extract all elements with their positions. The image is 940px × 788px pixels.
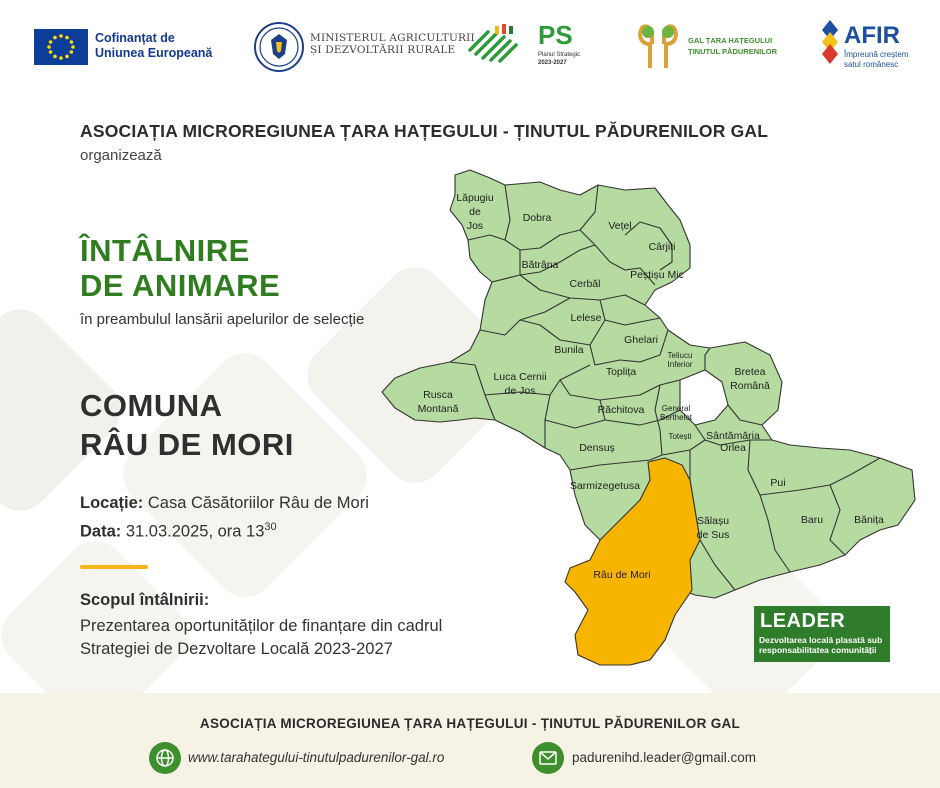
date-label: Data:	[80, 522, 122, 541]
ministry-logo-text: MINISTERUL AGRICULTURII ȘI DEZVOLTĂRII RURALE	[310, 32, 475, 56]
scope-line1: Prezentarea oportunităților de finanțare din cadrul	[80, 617, 443, 635]
map-label-teliucu-inferior: Inferior	[667, 360, 693, 369]
map-label-general: General	[661, 404, 691, 413]
afir-logo-sub2: satul românesc	[844, 60, 899, 69]
location-value: Casa Căsătoriilor Râu de Mori	[147, 494, 369, 512]
map-label-santamaria-orlea: Orlea	[720, 442, 746, 454]
map-label-densus: Densuș	[579, 442, 615, 454]
scope-line2: Strategiei de Dezvoltare Locală 2023-2027	[80, 640, 393, 658]
map-label-pestisu: Peștișu Mic	[630, 269, 684, 281]
scope-label: Scopul întâlnirii:	[80, 591, 210, 609]
map-label-bunila: Bunila	[554, 344, 584, 356]
map-label-batrana: Bătrâna	[521, 259, 559, 271]
map-label-ghelari: Ghelari	[624, 334, 658, 346]
map-label-lelese: Lelese	[570, 312, 602, 324]
date-value: 31.03.2025, ora 13	[125, 522, 265, 541]
event-title-line1: ÎNTÂLNIRE	[80, 233, 250, 268]
place-line1: COMUNA	[80, 388, 223, 423]
ps-logo-sub1: Planul Strategic	[538, 52, 581, 58]
map-label-lapugiu: Lăpugiu	[456, 192, 494, 204]
globe-icon	[149, 742, 181, 774]
map-label-totesti: Totești	[668, 432, 692, 441]
email-link[interactable]: padurenihd.leader@gmail.com	[572, 750, 757, 765]
map-label-bretea-romana: Română	[730, 380, 770, 392]
afir-logo-text: AFIR	[844, 22, 900, 49]
footer	[0, 693, 940, 788]
map-label-teliucu: Teliucu	[667, 351, 693, 360]
ps-logo-text: PS	[538, 20, 573, 50]
event-title-line2: DE ANIMARE	[80, 268, 281, 303]
government-seal-icon	[254, 22, 304, 72]
organization-title: ASOCIAȚIA MICROREGIUNEA ȚARA HAȚEGULUI - ȚINUTUL PĂDURENILOR GAL	[80, 121, 769, 141]
map-label-baru: Baru	[800, 514, 824, 526]
gal-logo-line1: GAL ȚARA HAȚEGULUI	[688, 36, 773, 45]
ps-logo	[466, 20, 586, 72]
afir-logo-sub1: Împreună creștem	[844, 50, 909, 59]
map-label-rau-de-mori: Râu de Mori	[593, 569, 651, 581]
map-label-banita: Bănița	[854, 514, 884, 526]
event-preamble: în preambulul lansării apelurilor de selecție	[80, 311, 365, 328]
location-label: Locație:	[80, 494, 144, 512]
map-label-dobra: Dobra	[522, 212, 552, 224]
leader-badge	[754, 606, 890, 662]
map-label-luca-cernii: Luca Cernii	[493, 371, 547, 383]
map-label-lapugiu-de: de	[469, 206, 481, 218]
region-map	[370, 165, 930, 675]
map-label-salasu-de-sus: de Sus	[696, 529, 730, 541]
leader-title: LEADER	[760, 610, 846, 632]
gal-logo	[636, 22, 786, 70]
map-label-cerbal: Cerbăl	[569, 278, 601, 290]
afir-logo	[818, 18, 910, 72]
map-label-rusca: Rusca	[423, 389, 453, 401]
section-divider	[80, 565, 148, 569]
map-label-vetel: Vețel	[608, 220, 632, 232]
map-label-carjiti: Cârjiți	[648, 241, 676, 253]
leader-subtitle: Dezvoltarea locală plasată sub responsabilitatea comunității	[759, 635, 883, 655]
organizes-text: organizează	[80, 147, 162, 164]
place-line2: RÂU DE MORI	[80, 427, 294, 462]
footer-title: ASOCIAȚIA MICROREGIUNEA ȚARA HAȚEGULUI - ȚINUTUL PĂDURENILOR GAL	[199, 716, 741, 731]
ps-logo-sub2: 2023-2027	[538, 60, 567, 66]
map-label-toplita: Toplița	[605, 366, 637, 378]
map-label-luca-de-jos: de Jos	[504, 385, 536, 397]
location-row	[80, 494, 369, 513]
map-label-lapugiu-jos: Jos	[466, 220, 484, 232]
date-time-sup: 30	[264, 521, 277, 533]
map-label-salasu: Sălașu	[696, 515, 730, 527]
eu-flag-icon	[34, 29, 88, 65]
map-label-bretea: Bretea	[734, 366, 766, 378]
map-label-sarmizegetusa: Sarmizegetusa	[569, 480, 641, 492]
map-label-santamaria: Sântămăria	[706, 430, 760, 442]
gal-logo-line2: ȚINUTUL PĂDURENILOR	[688, 47, 778, 56]
date-row	[80, 521, 277, 542]
map-label-rachitova: Răchitova	[597, 404, 645, 416]
website-link[interactable]: www.tarahategului-tinutulpadurenilor-gal.ro	[188, 750, 445, 765]
map-label-pui: Pui	[770, 477, 786, 489]
map-label-berthelot: Berthelot	[659, 413, 693, 422]
envelope-icon	[532, 742, 564, 774]
map-label-rusca-montana: Montană	[417, 403, 459, 415]
eu-logo-text: Cofinanțat de Uniunea Europeană	[95, 31, 213, 60]
